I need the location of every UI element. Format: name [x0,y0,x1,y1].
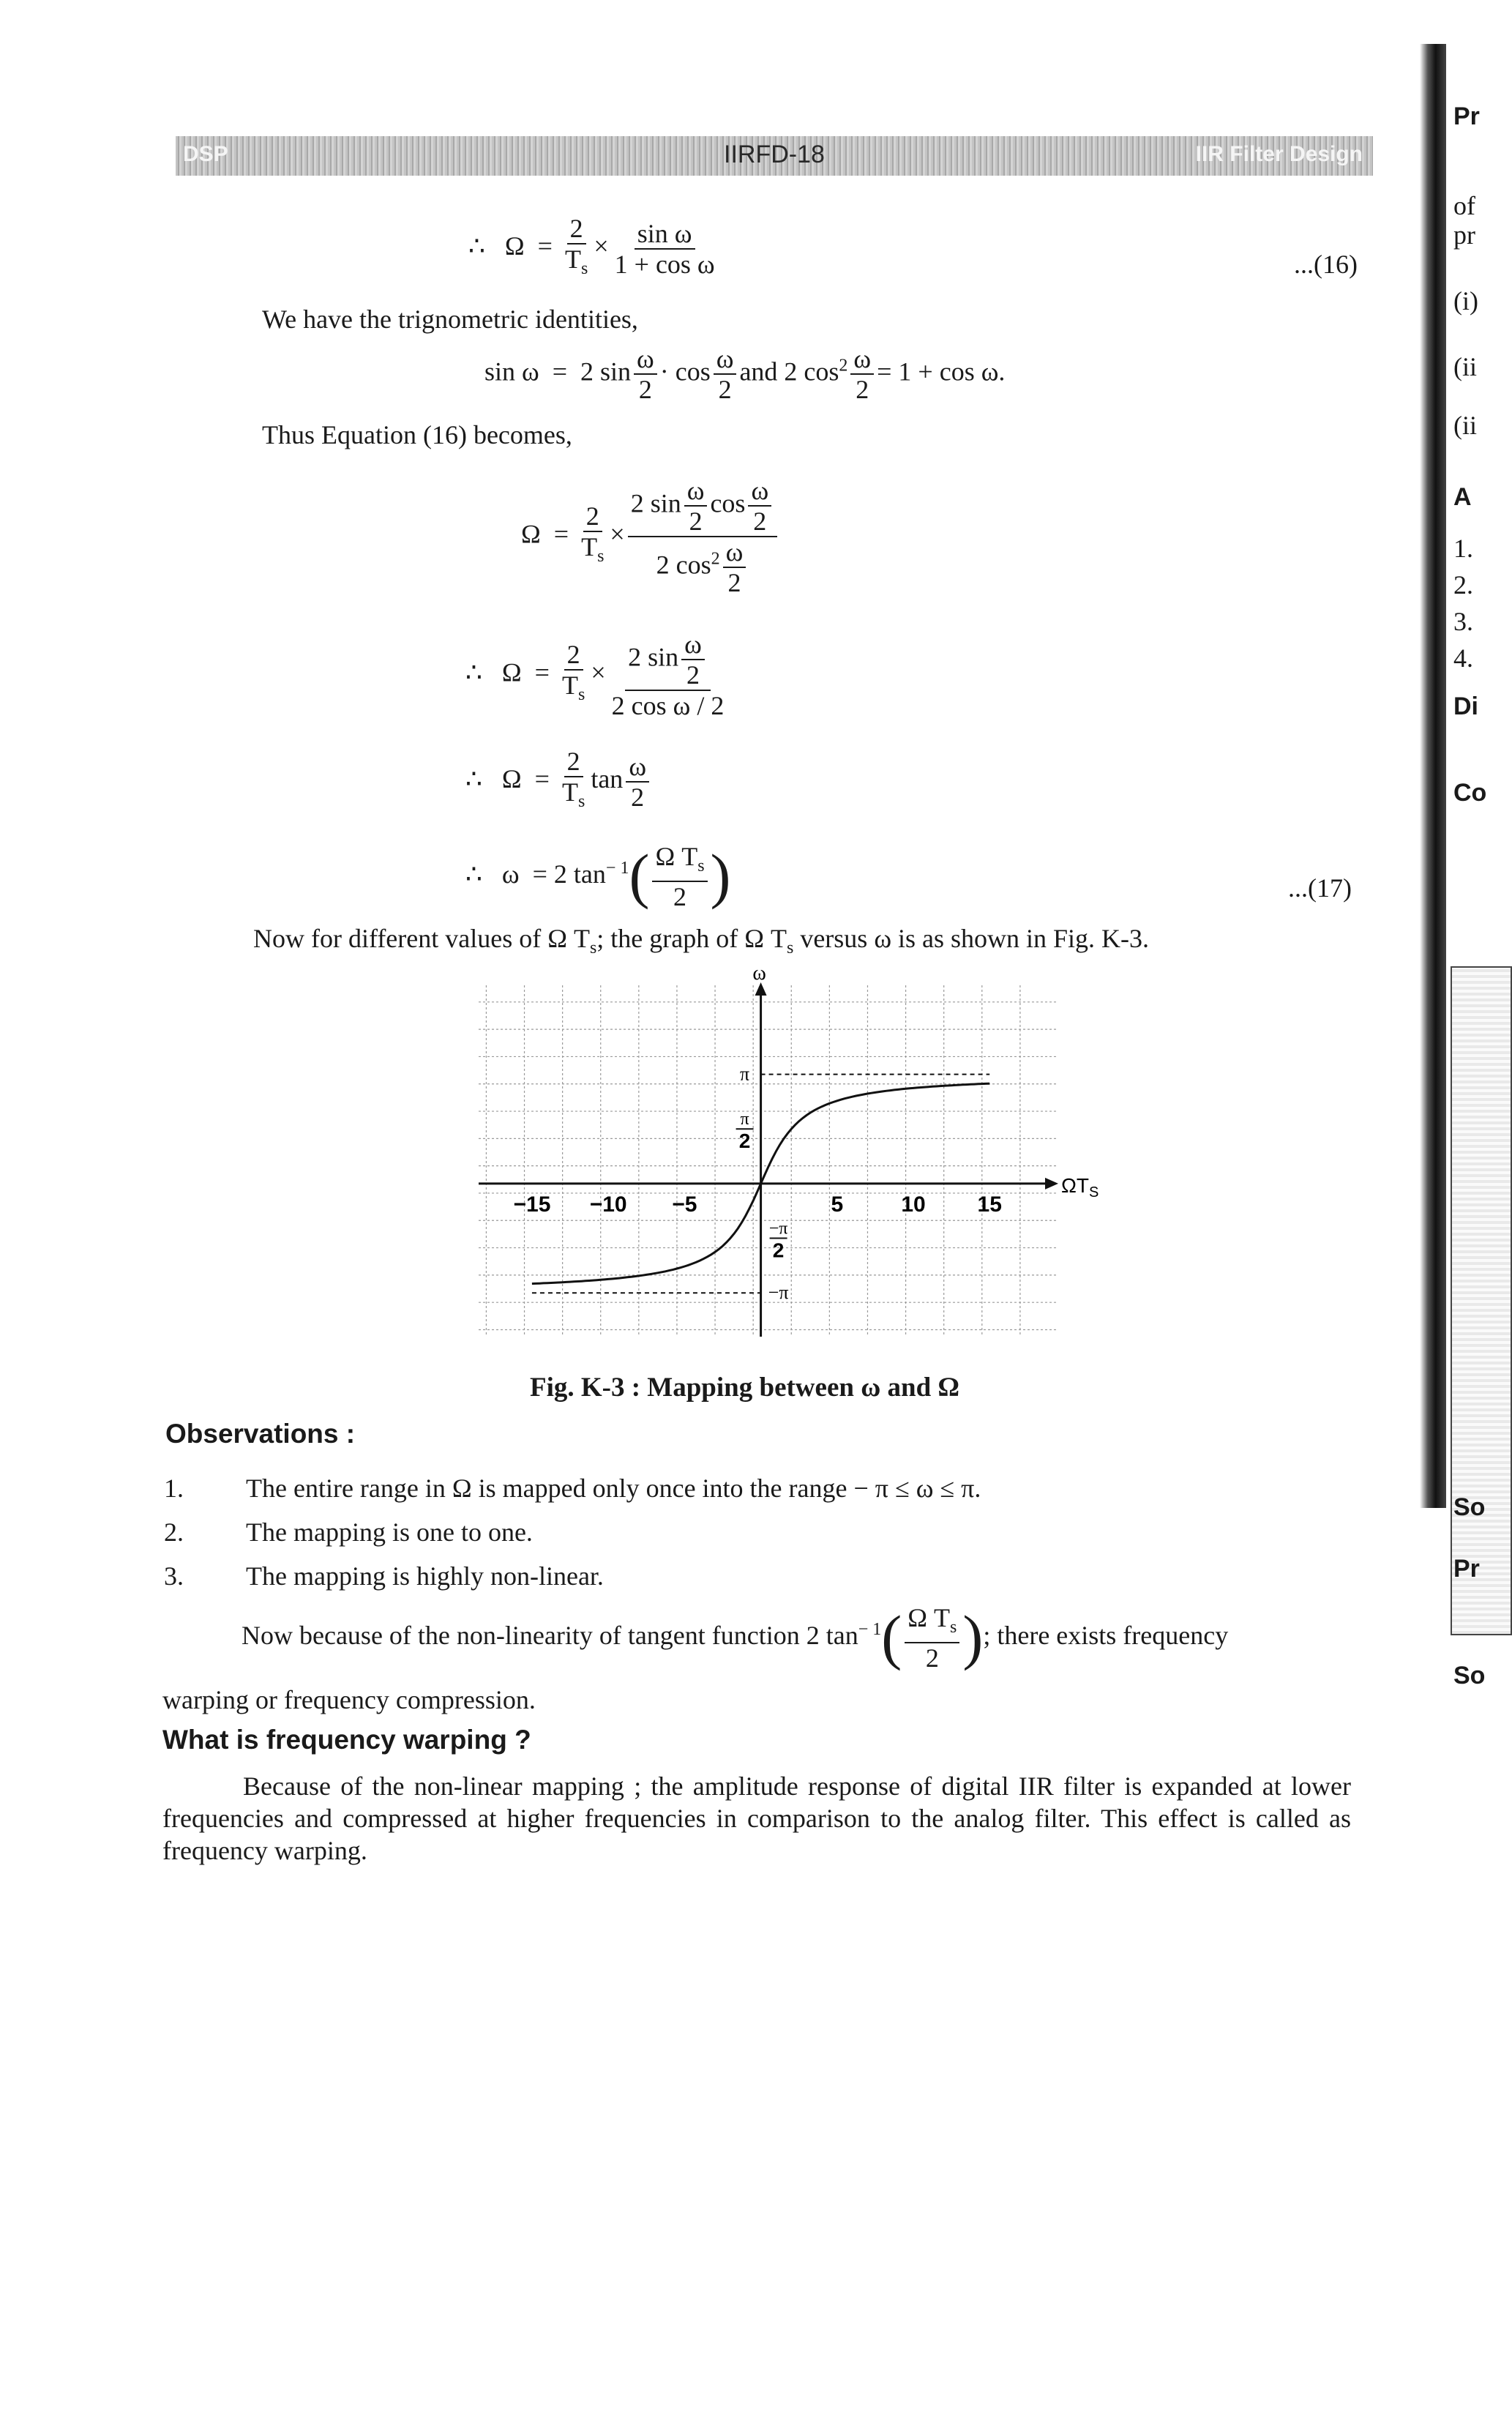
x-tick-label: 5 [831,1192,844,1217]
page-header [176,136,1373,176]
observation-number: 3. [164,1561,184,1591]
thus-text: Thus Equation (16) becomes, [262,420,572,449]
y-tick-label-numerator: π [740,1110,749,1130]
next-page-text: 2. [1453,570,1473,600]
figure-caption: Fig. K-3 : Mapping between ω and Ω [530,1373,960,1403]
next-page-text: Pr [1453,102,1480,130]
y-tick-label-numerator: −π [768,1219,788,1239]
book-spine [1420,44,1446,1508]
y-tick-label: −π [768,1282,789,1304]
next-page-text: of [1453,191,1475,220]
warping-paragraph: Because of the non-linear mapping ; the amplitude response of digital IIR filter is expanded at lower frequencies and compressed at higher frequencies in comparison to the analog filter. This effect is called as frequency warping. [162,1771,1351,1865]
equation-step-1: Ω = $\frac{2}{T_s}$ × 2 sin $\frac{\omega}{2}$ cos $\frac{\omega}{2}$ 2 $\cos^2$ $\frac{\omega}{2}$ [521,476,780,597]
observation-number: 1. [164,1474,184,1503]
warping-heading: What is frequency warping ? [162,1725,531,1755]
observation-text: The mapping is highly non-linear. [246,1561,604,1591]
equation-16-tag: ...(16) [1294,250,1358,279]
next-page-text: pr [1453,220,1475,250]
equation-17: ∴ ω = 2 $\tan^{- 1}$( $\frac{\Omega T_s}{2}$ ) [465,842,731,912]
next-page-text: (ii [1453,411,1477,440]
next-page-text: So [1453,1662,1486,1689]
identities-intro: We have the trignometric identities, [262,305,638,334]
nonlinearity-text-cont: warping or frequency compression. [162,1685,536,1714]
next-page-text: So [1453,1493,1486,1521]
next-page-fragment [1448,102,1499,1689]
next-page-table [1451,966,1512,1635]
next-page-text: 3. [1453,607,1473,636]
observations-heading: Observations : [165,1419,356,1449]
trig-identity: sin ω = 2 sin $\frac{\omega}{2}$ · cos $\frac{\omega}{2}$ and 2 $\cos^2$ $\frac{\omega}{2}$ = 1 + cos ω. [484,344,1006,404]
equation-step-3: ∴ Ω = $\frac{2}{T_s}$ tan $\frac{\omega}{2}$ [465,747,652,816]
header-left-text: DSP [183,142,228,166]
observation-number: 2. [164,1517,184,1547]
x-tick-label: −10 [589,1192,627,1217]
next-page-text: 1. [1453,534,1473,563]
x-tick-label: 15 [977,1192,1002,1217]
nonlinearity-text: Now because of the non-linearity of tangent function 2 $\tan^{- 1}$( $\frac{\Omega T_s}{2}$ ); there exists frequency [242,1603,1229,1673]
y-tick-label-denominator: 2 [738,1130,751,1153]
next-page-text: Di [1453,692,1478,720]
x-axis-arrow [1045,1178,1058,1190]
header-right-text: IIR Filter Design [1195,142,1363,166]
next-page-text: A [1453,483,1472,511]
observation-text: The mapping is one to one. [246,1517,533,1547]
y-tick-label: π [740,1063,750,1085]
next-page-text: (i) [1453,286,1478,315]
x-tick-label: 10 [901,1192,926,1217]
equation-17-tag: ...(17) [1288,873,1352,903]
x-tick-label: −15 [513,1192,551,1217]
header-page-number: IIRFD-18 [724,141,825,168]
next-page-text: (ii [1453,352,1477,381]
y-tick-label-denominator: 2 [772,1239,785,1262]
x-axis-label: $\Omega T_S$ [1061,1173,1099,1201]
x-tick-label: −5 [672,1192,697,1217]
y-axis-label: ω [752,962,766,985]
observation-text: The entire range in Ω is mapped only once into the range − π ≤ ω ≤ π. [246,1474,981,1503]
next-page-text: Co [1453,779,1487,807]
next-page-text: 4. [1453,643,1473,673]
equation-16: ∴ Ω = $\frac{2}{T_s}$ × $\frac{\text{sin ω}}{\text{1 + cos ω}}$ [468,214,715,279]
equation-step-2: ∴ Ω = $\frac{2}{T_s}$ × 2 sin $\frac{\omega}{2}$ 2 cos ω / 2 [465,630,725,720]
next-page-text: Pr [1453,1555,1480,1583]
graph-intro: Now for different values of Ω $T_s$; the graph of Ω $T_s$ versus ω is as shown in Fig. K-3. [253,924,1150,958]
